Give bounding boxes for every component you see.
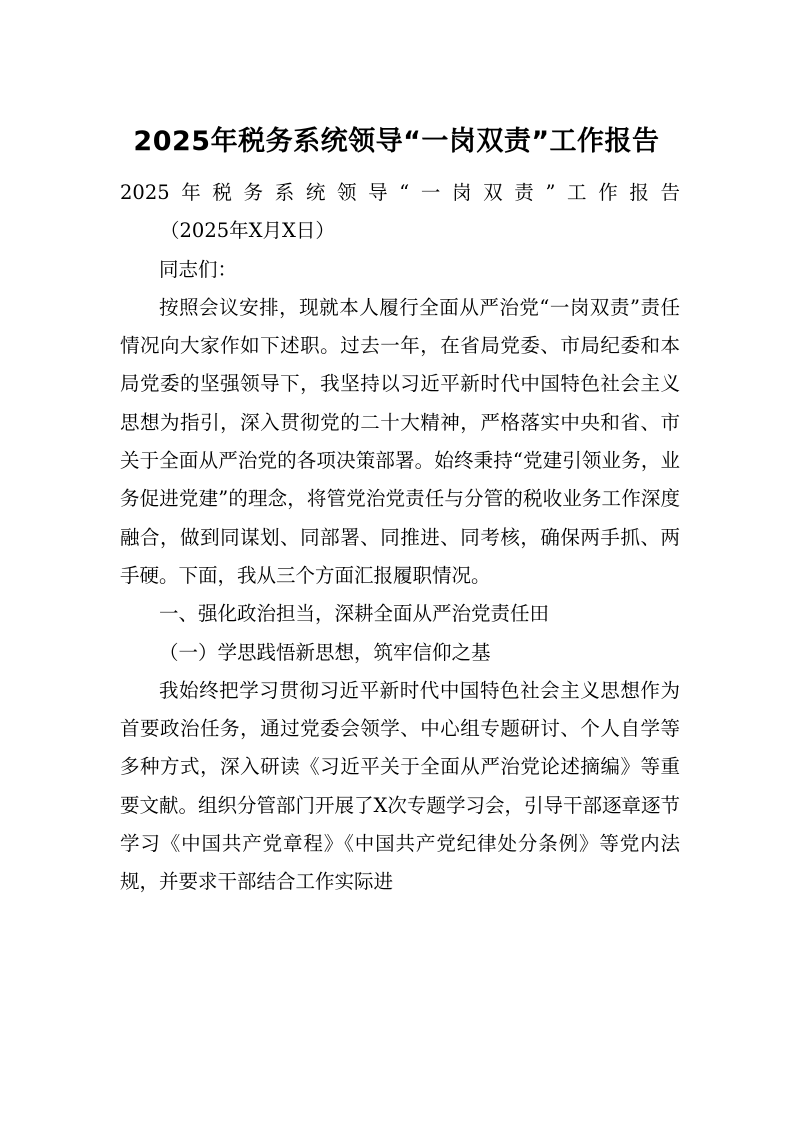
- subtitle-line: [120, 174, 680, 251]
- document-body: [120, 174, 680, 902]
- section-heading-1: 一、强化政治担当，深耕全面从严治党责任田: [159, 602, 550, 626]
- salutation: 同志们：: [159, 257, 238, 281]
- paragraph-intro: 按照会议安排，现就本人履行全面从严治党“一岗双责”责任情况向大家作如下述职。过去一年，在省局党委、市局纪委和本局党委的坚强领导下，我坚持以习近平新时代中国特色社会主义思想为指引，深入贯彻党的二十大精神，严格落实中央和省、市关于全面从严治党的各项决策部署。始终秉持“党建引领业务，业务促进党建”的理念，将管党治党责任与分管的税收业务工作深度融合，做到同谋划、同部署、同推进、同考核，确保两手抓、两手硬。下面，我从三个方面汇报履职情况。: [120, 295, 680, 587]
- subsection-heading-1: （一）学思践悟新思想，筑牢信仰之基: [159, 640, 491, 664]
- document-subtitle: 2025年税务系统领导“一岗双责”工作报告: [120, 181, 680, 204]
- paragraph-study: 我始终把学习贯彻习近平新时代中国特色社会主义思想作为首要政治任务，通过党委会领学、中心组专题研讨、个人自学等多种方式，深入研读《习近平关于全面从严治党论述摘编》等重要文献。组织分管部门开展了X次专题学习会，引导干部逐章逐节学习《中国共产党章程》《中国共产党纪律处分条例》等党内法规，并要求干部结合工作实际进: [120, 678, 680, 894]
- document-date: （2025年X月X日）: [160, 219, 335, 243]
- document-title: 2025年税务系统领导“一岗双责”工作报告: [133, 126, 660, 157]
